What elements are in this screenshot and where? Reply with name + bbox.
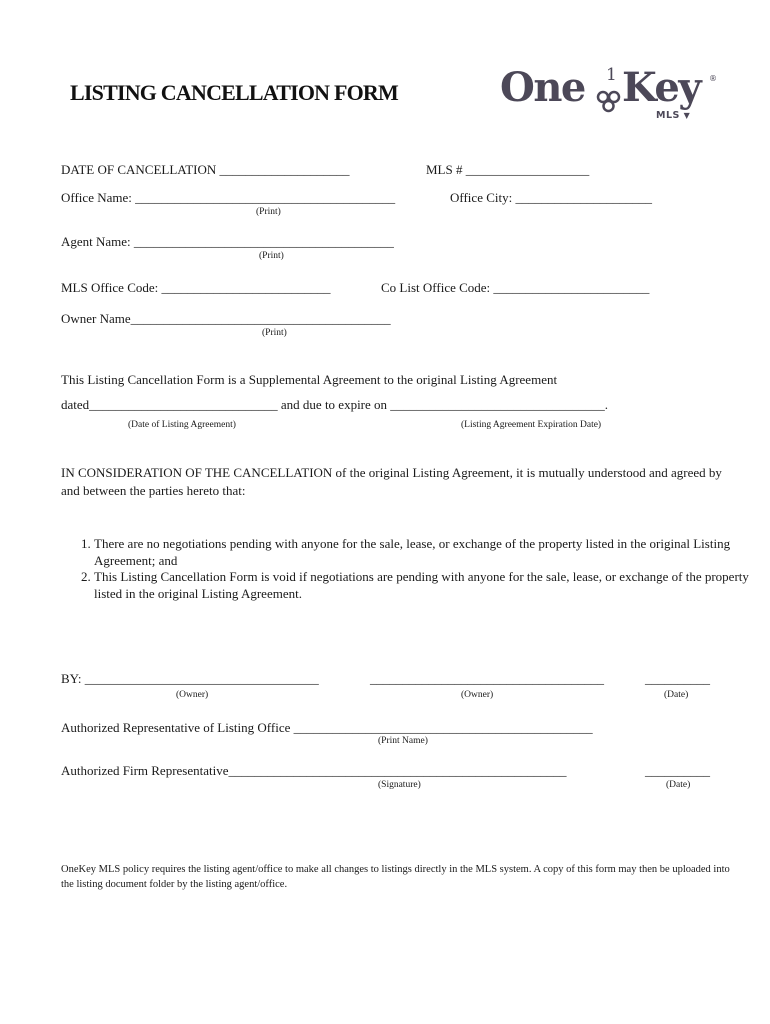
page-title: LISTING CANCELLATION FORM [70,80,398,105]
owner-date-label: (Date) [664,690,689,700]
owner-2-label: (Owner) [461,690,494,700]
logo-numeral: 1 [606,66,617,85]
logo-mls-label: MLS [656,110,680,121]
list-item: 1. There are no negotiations pending with anyone for the sale, lease, or exchange of the property listed in the original Listing Agreement; and [94,536,754,569]
expiration-date-label: (Listing Agreement Expiration Date) [461,420,602,430]
date-of-cancellation-field[interactable]: DATE OF CANCELLATION ____________________ [61,162,350,177]
office-name-field[interactable]: Office Name: ________________________________________ [61,190,396,205]
authorized-firm-rep-field[interactable]: Authorized Firm Representative____________________________________________________ [61,763,567,778]
firm-date-line[interactable]: __________ [645,763,710,778]
onekey-mls-logo [500,64,720,124]
office-city-field[interactable]: Office City: _____________________ [450,190,652,205]
agent-name-print-label: (Print) [259,251,284,261]
signature-label: (Signature) [378,780,421,790]
authorized-rep-field[interactable]: Authorized Representative of Listing Office ______________________________________________ [61,720,593,735]
terms-list [68,536,754,602]
registered-mark: ® [709,74,717,83]
owner-signature-line-1[interactable]: BY: ____________________________________ [61,671,319,686]
print-name-label: (Print Name) [378,736,428,746]
agreement-dates-line[interactable]: dated_____________________________ and due to expire on _________________________________. [61,397,609,412]
key-icon [594,66,624,114]
owner-name-print-label: (Print) [262,328,287,338]
agreement-line-1: This Listing Cancellation Form is a Supplemental Agreement to the original Listing Agreement [61,372,558,387]
consideration-paragraph: IN CONSIDERATION OF THE CANCELLATION of the original Listing Agreement, it is mutually understood and agreed by and between the parties hereto that: [61,465,722,498]
logo-word-one: One [500,64,585,111]
policy-footer-note: OneKey MLS policy requires the listing agent/office to make all changes to listings directly in the MLS system. A copy of this form may then be uploaded into the listing document folder by the listing agent/office. [61,864,730,890]
firm-date-label: (Date) [666,780,691,790]
owner-1-label: (Owner) [176,690,209,700]
agent-name-field[interactable]: Agent Name: ________________________________________ [61,234,394,249]
logo-word-key: Key [622,64,701,111]
list-item: 2. This Listing Cancellation Form is void if negotiations are pending with anyone for the sale, lease, or exchange of the property listed in the original Listing Agreement. [94,569,754,602]
mls-office-code-field[interactable]: MLS Office Code: __________________________ [61,280,331,295]
co-list-office-code-field[interactable]: Co List Office Code: ________________________ [381,280,650,295]
logo-mls-text: MLS ▼ [656,110,691,121]
owner-date-line[interactable]: __________ [645,671,710,686]
office-name-print-label: (Print) [256,207,281,217]
mls-number-field[interactable]: MLS # ___________________ [426,162,590,177]
owner-signature-line-2[interactable]: ____________________________________ [370,671,604,686]
date-of-listing-label: (Date of Listing Agreement) [128,420,236,430]
owner-name-field[interactable]: Owner Name________________________________________ [61,311,391,326]
